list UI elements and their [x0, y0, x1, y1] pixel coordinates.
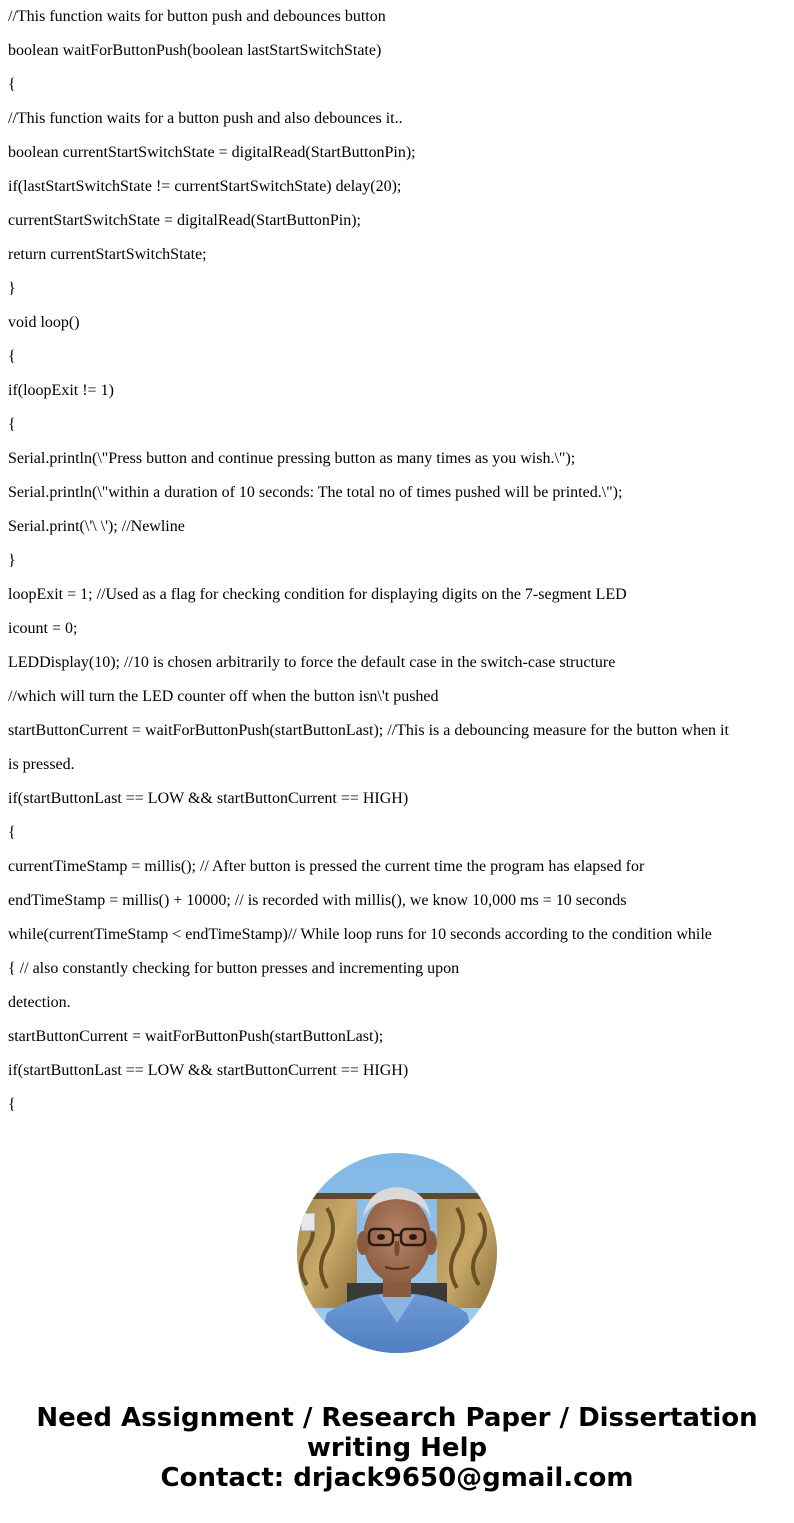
code-line: icount = 0; — [8, 620, 78, 637]
code-line: endTimeStamp = millis() + 10000; // is recorded with millis(), we know 10,000 ms = 10 seconds — [8, 892, 627, 909]
code-line: if(startButtonLast == LOW && startButtonCurrent == HIGH) — [8, 790, 409, 807]
code-line: //This function waits for a button push and also debounces it.. — [8, 110, 403, 127]
code-line: detection. — [8, 994, 71, 1011]
code-line: startButtonCurrent = waitForButtonPush(startButtonLast); — [8, 1028, 384, 1045]
code-line: if(loopExit != 1) — [8, 382, 114, 399]
code-line: loopExit = 1; //Used as a flag for checking condition for displaying digits on the 7-segment LED — [8, 586, 627, 603]
code-line: currentStartSwitchState = digitalRead(StartButtonPin); — [8, 212, 361, 229]
promo-contact: Contact: drjack9650@gmail.com — [160, 1463, 634, 1493]
author-avatar — [297, 1153, 497, 1353]
code-line: return currentStartSwitchState; — [8, 246, 207, 263]
code-line: //This function waits for button push and debounces button — [8, 8, 386, 25]
author-photo — [297, 1153, 497, 1353]
code-line: } — [8, 280, 16, 297]
code-line: currentTimeStamp = millis(); // After button is pressed the current time the program has elapsed for — [8, 858, 645, 875]
code-document — [8, 0, 788, 1122]
code-line: { — [8, 348, 16, 365]
code-line: } — [8, 552, 16, 569]
code-line: { — [8, 416, 16, 433]
code-line: //which will turn the LED counter off when the button isn\'t pushed — [8, 688, 439, 705]
code-line: if(startButtonLast == LOW && startButtonCurrent == HIGH) — [8, 1062, 409, 1079]
code-line: { // also constantly checking for button presses and incrementing upon — [8, 960, 460, 977]
code-line: if(lastStartSwitchState != currentStartSwitchState) delay(20); — [8, 178, 402, 195]
code-line: Serial.println(\"within a duration of 10 seconds: The total no of times pushed will be printed.\"); — [8, 484, 623, 501]
code-line: { — [8, 1096, 16, 1113]
promo-banner — [0, 1403, 794, 1493]
code-line: boolean currentStartSwitchState = digitalRead(StartButtonPin); — [8, 144, 416, 161]
promo-line-2: writing Help — [306, 1433, 488, 1463]
code-line: startButtonCurrent = waitForButtonPush(startButtonLast); //This is a debouncing measure for the button when it — [8, 722, 729, 739]
code-line: while(currentTimeStamp < endTimeStamp)// While loop runs for 10 seconds according to the condition while — [8, 926, 712, 943]
code-line: Serial.print(\'\ \'); //Newline — [8, 518, 185, 535]
promo-line-1: Need Assignment / Research Paper / Dissertation — [36, 1403, 758, 1433]
code-line: LEDDisplay(10); //10 is chosen arbitrarily to force the default case in the switch-case structure — [8, 654, 616, 671]
code-line: { — [8, 76, 16, 93]
code-line: void loop() — [8, 314, 80, 331]
code-line: Serial.println(\"Press button and continue pressing button as many times as you wish.\"); — [8, 450, 576, 467]
code-line: { — [8, 824, 16, 841]
code-line: boolean waitForButtonPush(boolean lastStartSwitchState) — [8, 42, 382, 59]
code-line: is pressed. — [8, 756, 75, 773]
